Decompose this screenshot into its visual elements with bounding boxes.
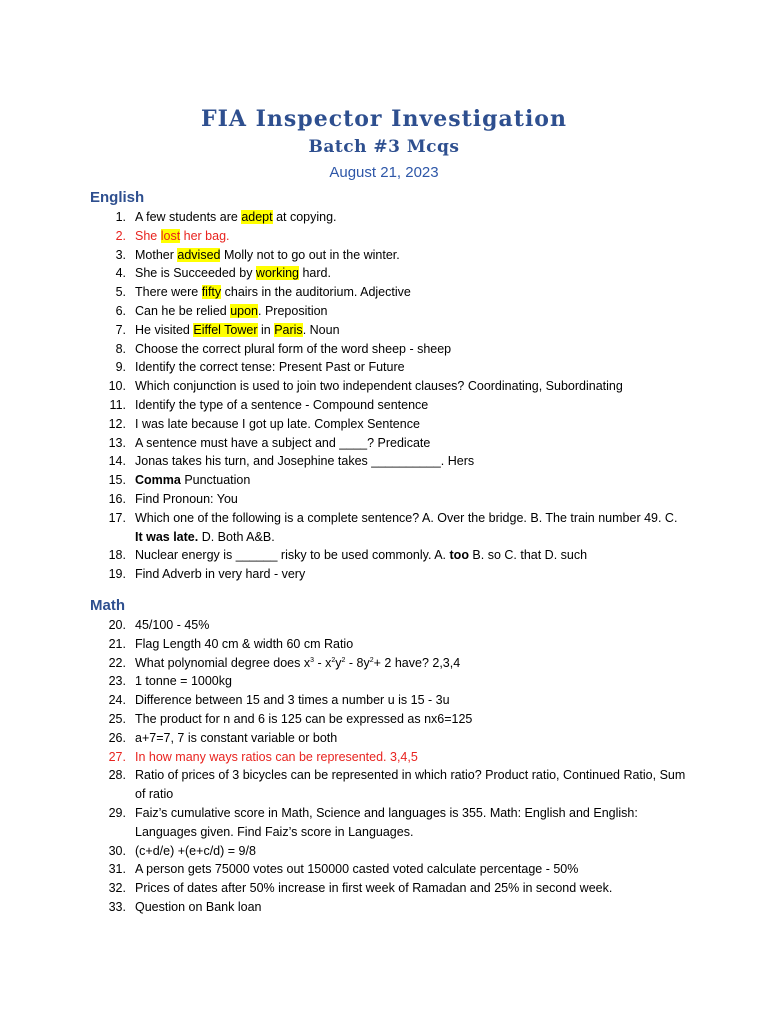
- item-number: 4.: [115, 266, 126, 281]
- item-text: The product for n and 6 is 125 can be expressed as nx6=125: [135, 711, 473, 726]
- item-text: 1 tonne = 1000kg: [135, 674, 232, 689]
- item-text: Mother: [135, 247, 178, 262]
- item-text: Nuclear energy is ______ risky to be used commonly. A.: [135, 548, 450, 563]
- item-text: her bag.: [180, 228, 230, 243]
- superscript: 3: [310, 656, 315, 664]
- item-text: Flag Length 40 cm & width 60 cm Ratio: [135, 636, 354, 651]
- item-number: 2.: [115, 228, 126, 243]
- item-number: 12.: [108, 416, 126, 431]
- item-number: 10.: [108, 379, 126, 394]
- item-number: 8.: [115, 341, 126, 356]
- highlighted-word: lost: [160, 228, 181, 243]
- list-item: [0, 898, 768, 917]
- item-number: 27.: [108, 749, 126, 764]
- section-heading-math: Math: [90, 597, 125, 614]
- item-text: (c+d/e) +(e+c/d) = 9/8: [135, 843, 256, 858]
- list-item: [0, 635, 768, 654]
- list-item: [0, 842, 768, 861]
- item-number: 15.: [108, 473, 126, 488]
- item-text: D. Both A&B.: [198, 529, 275, 544]
- item-text: Difference between 15 and 3 times a number u is 15 - 3u: [135, 693, 450, 708]
- item-text: - 8y: [345, 655, 370, 670]
- list-item: [0, 860, 768, 879]
- highlighted-word: Eiffel Tower: [193, 322, 258, 337]
- item-number: 19.: [108, 567, 126, 582]
- english-question-list: [0, 208, 768, 584]
- item-text: Prices of dates after 50% increase in first week of Ramadan and 25% in second week.: [135, 881, 613, 896]
- item-text: He visited: [135, 322, 194, 337]
- item-text: Which one of the following is a complete sentence? A. Over the bridge. B. The train number 49. C.: [135, 510, 678, 525]
- item-number: 1.: [115, 210, 126, 224]
- item-number: 32.: [108, 881, 126, 896]
- list-item: [0, 710, 768, 729]
- item-text: Find Pronoun: You: [135, 491, 238, 506]
- bold-text: too: [449, 548, 469, 563]
- item-text: B. so C. that D. such: [468, 548, 588, 563]
- list-item: [0, 879, 768, 898]
- list-item: [0, 377, 768, 396]
- superscript: 2: [369, 656, 374, 664]
- superscript: 2: [331, 656, 336, 664]
- list-item: [0, 246, 768, 265]
- item-number: 16.: [108, 491, 126, 506]
- item-text: chairs in the auditorium. Adjective: [221, 285, 411, 300]
- item-number: 5.: [115, 285, 126, 300]
- list-item: [0, 358, 768, 377]
- highlighted-word: fifty: [201, 285, 222, 300]
- item-text: She: [135, 228, 161, 243]
- item-number: 13.: [108, 435, 126, 450]
- item-text: - x: [314, 655, 332, 670]
- item-number: 24.: [108, 693, 126, 708]
- list-item: [0, 804, 768, 842]
- item-number: 20.: [108, 618, 126, 632]
- item-text: Jonas takes his turn, and Josephine takes __________. Hers: [135, 454, 475, 469]
- item-number: 11.: [109, 397, 126, 412]
- list-item: [0, 748, 768, 767]
- item-text: Can he be relied: [135, 303, 231, 318]
- list-item: [0, 691, 768, 710]
- item-text: In how many ways ratios can be represented. 3,4,5: [135, 749, 418, 764]
- item-text: I was late because I got up late. Complex Sentence: [135, 416, 420, 431]
- item-number: 7.: [115, 322, 126, 337]
- item-text: y: [335, 655, 342, 670]
- highlighted-word: working: [255, 266, 299, 281]
- list-item: [0, 340, 768, 359]
- item-number: 33.: [108, 899, 126, 914]
- math-question-list: [0, 616, 768, 917]
- list-item: [0, 208, 768, 227]
- item-text: Ratio of prices of 3 bicycles can be represented in which ratio? Product ratio, Continued Ratio, Sum of ratio: [135, 768, 686, 802]
- highlighted-word: Paris: [274, 322, 303, 337]
- list-item: [0, 672, 768, 691]
- item-text: a+7=7, 7 is constant variable or both: [135, 730, 338, 745]
- item-number: 14.: [108, 454, 126, 469]
- item-text: There were: [135, 285, 202, 300]
- list-item: [0, 396, 768, 415]
- list-item: [0, 766, 768, 804]
- list-item: [0, 565, 768, 584]
- list-item: [0, 283, 768, 302]
- highlighted-word: upon: [230, 303, 259, 318]
- item-text: What polynomial degree does x: [135, 655, 311, 670]
- document-date: August 21, 2023: [329, 164, 439, 181]
- item-text: Molly not to go out in the winter.: [220, 247, 400, 262]
- section-heading-english: English: [90, 189, 145, 206]
- list-item: [0, 616, 768, 635]
- list-item: [0, 434, 768, 453]
- item-text: Find Adverb in very hard - very: [135, 567, 306, 582]
- item-number: 23.: [108, 674, 126, 689]
- list-item: [0, 302, 768, 321]
- list-item: [0, 654, 768, 673]
- item-text: She is Succeeded by: [135, 266, 256, 281]
- item-number: 29.: [108, 805, 126, 820]
- item-number: 6.: [115, 303, 126, 318]
- item-text: A person gets 75000 votes out 150000 casted voted calculate percentage - 50%: [135, 862, 579, 877]
- item-text: . Noun: [302, 322, 340, 337]
- document-subtitle: Batch #3 Mcqs: [308, 137, 460, 157]
- item-text: Choose the correct plural form of the word sheep - sheep: [135, 341, 452, 356]
- item-text: 45/100 - 45%: [135, 618, 210, 632]
- item-text: Punctuation: [180, 473, 251, 488]
- item-text: Which conjunction is used to join two independent clauses? Coordinating, Subordinating: [135, 379, 623, 394]
- item-number: 18.: [108, 548, 126, 563]
- item-text: at copying.: [272, 210, 337, 224]
- list-item: [0, 490, 768, 509]
- bold-text: It was late.: [135, 529, 199, 544]
- item-number: 28.: [108, 768, 126, 783]
- item-number: 30.: [108, 843, 126, 858]
- item-text: hard.: [299, 266, 331, 281]
- highlighted-word: adept: [241, 210, 273, 224]
- superscript: 2: [341, 656, 346, 664]
- item-number: 22.: [108, 655, 126, 670]
- list-item: [0, 415, 768, 434]
- list-item: [0, 227, 768, 246]
- item-number: 31.: [108, 862, 126, 877]
- item-number: 3.: [115, 247, 126, 262]
- item-text: in: [257, 322, 275, 337]
- document-title: FIA Inspector Investigation: [201, 106, 567, 132]
- item-text: Identify the correct tense: Present Past or Future: [135, 360, 405, 375]
- highlighted-word: advised: [177, 247, 221, 262]
- list-item: [0, 509, 768, 547]
- list-item: [0, 321, 768, 340]
- item-text: A sentence must have a subject and ____? Predicate: [135, 435, 431, 450]
- list-item: [0, 471, 768, 490]
- list-item: [0, 264, 768, 283]
- list-item: [0, 546, 768, 565]
- item-number: 26.: [108, 730, 126, 745]
- item-text: Faiz’s cumulative score in Math, Science and languages is 355. Math: English and English: Languages given. Find Faiz’s score in Languages.: [135, 805, 638, 839]
- list-item: [0, 729, 768, 748]
- item-number: 9.: [115, 360, 126, 375]
- item-text: A few students are: [135, 210, 242, 224]
- item-text: Identify the type of a sentence - Compound sentence: [135, 397, 429, 412]
- item-number: 17.: [108, 510, 126, 525]
- item-text: + 2 have? 2,3,4: [373, 655, 461, 670]
- item-text: Question on Bank loan: [135, 899, 262, 914]
- item-text: . Preposition: [258, 303, 328, 318]
- item-number: 21.: [108, 636, 126, 651]
- list-item: [0, 452, 768, 471]
- bold-text: Comma: [135, 473, 181, 488]
- item-number: 25.: [108, 711, 126, 726]
